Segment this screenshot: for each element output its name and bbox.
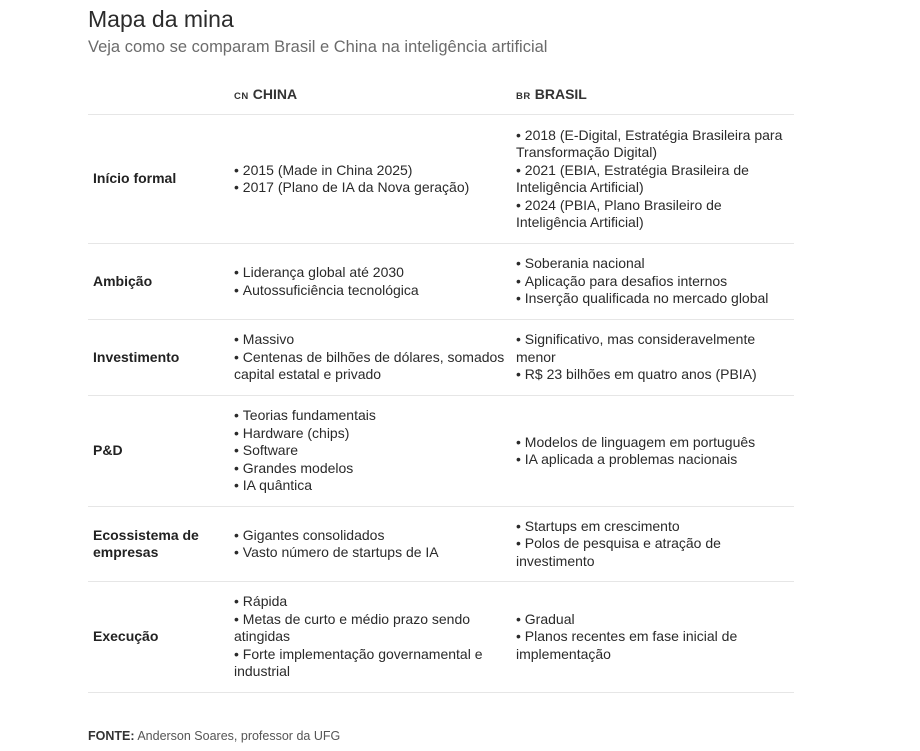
brasil-cell xyxy=(516,396,794,506)
table-row-investimento xyxy=(88,320,794,396)
brasil-list-item: • IA aplicada a problemas nacionais xyxy=(516,451,755,469)
brasil-list-item: • Gradual xyxy=(516,611,794,629)
china-list-item: • Grandes modelos xyxy=(234,460,376,478)
brasil-cell xyxy=(516,244,794,319)
china-list-item: • 2017 (Plano de IA da Nova geração) xyxy=(234,179,469,197)
china-item-list xyxy=(234,331,510,384)
brasil-list-item: • Significativo, mas consideravelmente menor xyxy=(516,331,794,366)
brasil-item-list xyxy=(516,331,794,384)
china-cell xyxy=(234,582,510,692)
china-item-list xyxy=(234,407,376,495)
china-item-list xyxy=(234,527,439,562)
china-list-item: • Autossuficiência tecnológica xyxy=(234,282,419,300)
brasil-list-item: • Soberania nacional xyxy=(516,255,768,273)
row-label: P&D xyxy=(93,442,123,459)
page-title: Mapa da mina xyxy=(88,6,234,32)
source-label: FONTE: xyxy=(88,729,135,743)
china-list-item: • 2015 (Made in China 2025) xyxy=(234,162,469,180)
table-row-ecossistema xyxy=(88,507,794,582)
brasil-list-item: • 2021 (EBIA, Estratégia Brasileira de Inteligência Artificial) xyxy=(516,162,794,197)
source-credit xyxy=(88,729,340,743)
brasil-list-item: • R$ 23 bilhões em quatro anos (PBIA) xyxy=(516,366,794,384)
china-cell xyxy=(234,115,510,243)
row-label: Investimento xyxy=(93,348,180,365)
china-cell xyxy=(234,244,510,319)
brasil-cell xyxy=(516,507,794,581)
brasil-list-item: • Polos de pesquisa e atração de investimento xyxy=(516,535,794,570)
china-item-list xyxy=(234,593,510,681)
table-row-ambicao xyxy=(88,244,794,320)
china-column-label: CHINA xyxy=(252,86,298,102)
china-cell xyxy=(234,396,510,506)
china-item-list xyxy=(234,264,419,299)
china-list-item: • Metas de curto e médio prazo sendo atingidas xyxy=(234,611,510,646)
brasil-list-item: • Aplicação para desafios internos xyxy=(516,273,768,291)
brasil-item-list xyxy=(516,518,794,571)
china-list-item: • Centenas de bilhões de dólares, somados capital estatal e privado xyxy=(234,349,510,384)
brasil-list-item: • 2018 (E-Digital, Estratégia Brasileira para Transformação Digital) xyxy=(516,127,794,162)
china-list-item: • Hardware (chips) xyxy=(234,425,376,443)
brasil-list-item: • Inserção qualificada no mercado global xyxy=(516,290,768,308)
brasil-cell xyxy=(516,582,794,692)
china-list-item: • Forte implementação governamental e industrial xyxy=(234,646,510,681)
brasil-list-item: • Planos recentes em fase inicial de implementação xyxy=(516,628,794,663)
page-subtitle: Veja como se comparam Brasil e China na inteligência artificial xyxy=(88,38,548,56)
brasil-item-list xyxy=(516,255,768,308)
table-row-inicio-formal xyxy=(88,115,794,244)
source-text: Anderson Soares, professor da UFG xyxy=(137,729,341,743)
china-country-code: CN xyxy=(234,91,249,102)
brasil-country-code: BR xyxy=(516,91,531,102)
brasil-column-label: BRASIL xyxy=(534,86,587,102)
row-label: Execução xyxy=(93,628,159,645)
brasil-cell xyxy=(516,320,794,395)
table-row-execucao xyxy=(88,582,794,693)
china-list-item: • Liderança global até 2030 xyxy=(234,264,419,282)
china-list-item: • IA quântica xyxy=(234,477,376,495)
row-label: Ambição xyxy=(93,272,153,289)
brasil-list-item: • 2024 (PBIA, Plano Brasileiro de Inteligência Artificial) xyxy=(516,197,794,232)
china-cell xyxy=(234,320,510,395)
china-cell xyxy=(234,507,510,581)
column-header-brasil xyxy=(516,86,587,102)
brasil-list-item: • Startups em crescimento xyxy=(516,518,794,536)
table-header-row xyxy=(88,76,794,115)
brasil-item-list xyxy=(516,127,794,232)
brasil-item-list xyxy=(516,434,755,469)
brasil-cell xyxy=(516,115,794,243)
brasil-item-list xyxy=(516,611,794,664)
china-list-item: • Gigantes consolidados xyxy=(234,527,439,545)
china-list-item: • Teorias fundamentais xyxy=(234,407,376,425)
china-list-item: • Software xyxy=(234,442,376,460)
china-item-list xyxy=(234,162,469,197)
china-list-item: • Massivo xyxy=(234,331,510,349)
brasil-list-item: • Modelos de linguagem em português xyxy=(516,434,755,452)
china-list-item: • Vasto número de startups de IA xyxy=(234,544,439,562)
table-row-pd xyxy=(88,396,794,507)
row-label: Ecossistema de empresas xyxy=(93,526,199,560)
column-header-china xyxy=(234,86,297,102)
row-label: Início formal xyxy=(93,170,177,187)
china-list-item: • Rápida xyxy=(234,593,510,611)
